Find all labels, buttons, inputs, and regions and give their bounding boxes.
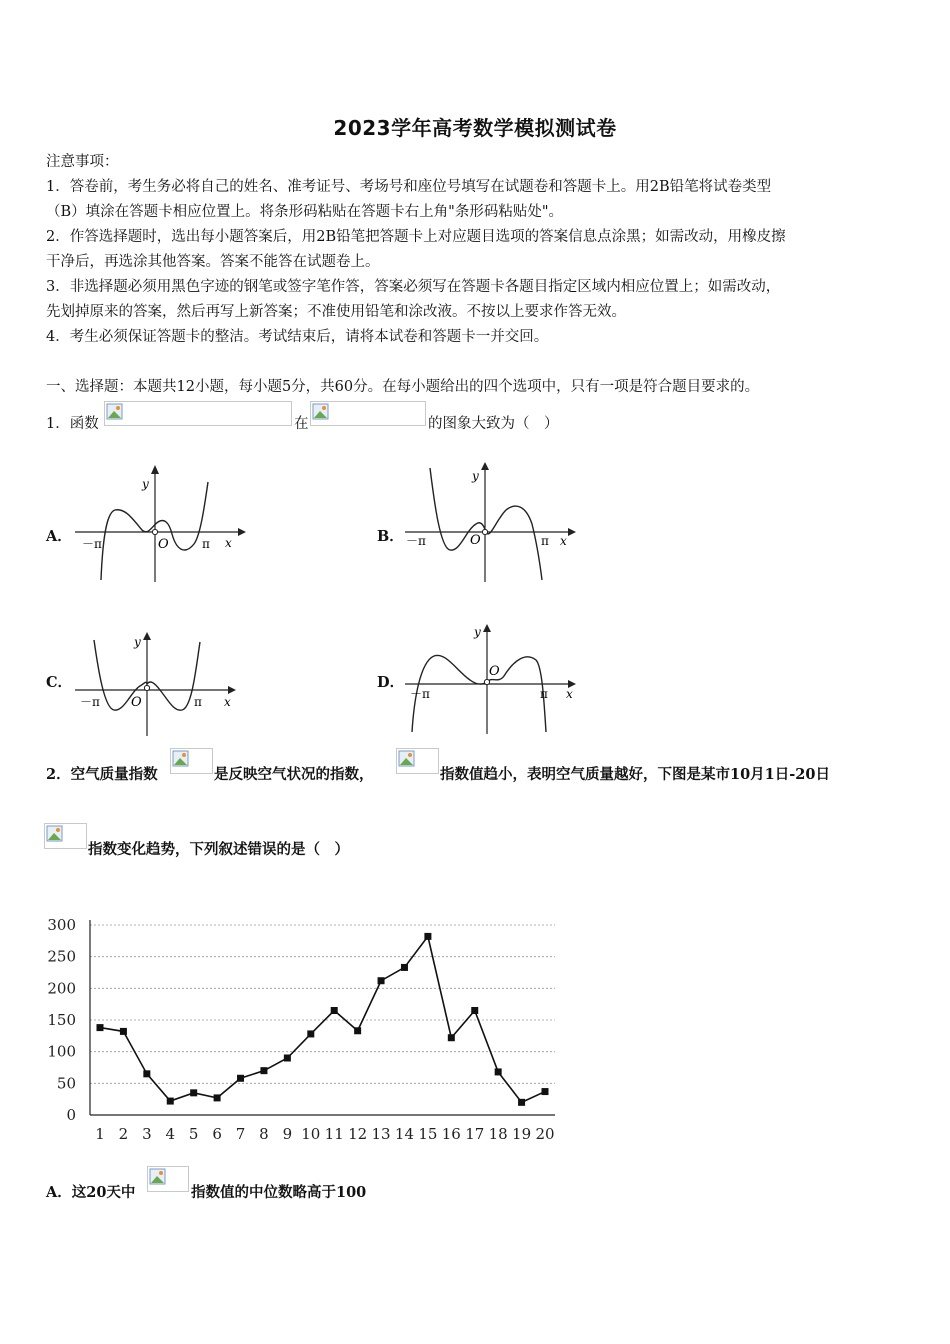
x-axis-label: x	[566, 687, 573, 701]
data-point	[518, 1099, 525, 1106]
data-point	[97, 1024, 104, 1031]
data-point	[190, 1089, 197, 1096]
notice-line: 先划掉原来的答案，然后再写上新答案；不准使用铅笔和涂改液。不按以上要求作答无效。	[46, 304, 626, 320]
notice-line: 4．考生必须保证答题卡的整洁。考试结束后，请将本试卷和答题卡一并交回。	[46, 329, 549, 345]
broken-image-icon	[310, 401, 426, 426]
y-tick-label: 300	[47, 916, 76, 934]
q2-suffix: 指数值趋小，表明空气质量越好，下图是某市10月1日-20日	[440, 766, 830, 783]
x-axis-label: x	[225, 536, 232, 550]
aqi-line-chart	[40, 910, 570, 1145]
pi-label: π	[194, 695, 202, 709]
notice-line: （B）填涂在答题卡相应位置上。将条形码粘贴在答题卡右上角"条形码粘贴处"。	[46, 204, 563, 220]
q2-option-a-prefix[interactable]: A．这20天中	[46, 1184, 136, 1201]
data-point	[260, 1067, 267, 1074]
origin-label: O	[489, 664, 500, 679]
data-point	[401, 964, 408, 971]
x-tick-label: 7	[235, 1125, 246, 1143]
q2-line2: 指数变化趋势，下列叙述错误的是（ ）	[88, 841, 349, 858]
pi-label: π	[540, 687, 548, 701]
y-axis-label: y	[474, 625, 481, 639]
y-tick-label: 150	[47, 1011, 76, 1029]
data-point	[284, 1055, 291, 1062]
x-tick-label: 1	[95, 1125, 105, 1143]
q1-option-d[interactable]: D．	[377, 674, 405, 691]
notice-line: 干净后，再选涂其他答案。答案不能答在试题卷上。	[46, 254, 380, 270]
notice-heading: 注意事项：	[46, 154, 119, 170]
x-tick-label: 6	[212, 1125, 222, 1143]
q2-mid: 是反映空气状况的指数，	[214, 766, 374, 783]
q1-option-c[interactable]: C．	[46, 674, 73, 691]
y-tick-label: 0	[66, 1106, 76, 1124]
data-point	[120, 1028, 127, 1035]
q2-prefix: 2．空气质量指数	[46, 766, 158, 783]
broken-image-icon	[396, 748, 439, 774]
broken-image-icon	[170, 748, 213, 774]
x-tick-label: 9	[282, 1125, 293, 1143]
q2-option-a-suffix: 指数值的中位数略高于100	[191, 1184, 367, 1201]
graph-option-c	[70, 628, 250, 740]
graph-option-a	[70, 460, 250, 585]
q1-suffix: 的图象大致为（ ）	[428, 416, 559, 432]
y-tick-label: 250	[47, 947, 76, 966]
x-axis-label: x	[224, 695, 231, 709]
neg-pi-label: －π	[80, 695, 100, 709]
notice-line: 2．作答选择题时，选出每小题答案后，用2B铅笔把答题卡上对应题目选项的答案信息点涂黑；如需改动，用橡皮擦	[46, 229, 786, 245]
data-point	[542, 1088, 549, 1095]
q1-option-b[interactable]: B．	[377, 528, 404, 545]
neg-pi-label: －π	[82, 537, 102, 551]
x-tick-label: 4	[165, 1125, 176, 1143]
broken-image-icon	[104, 401, 292, 426]
x-tick-label: 3	[142, 1125, 152, 1143]
x-tick-label: 20	[535, 1125, 555, 1143]
x-tick-label: 14	[394, 1125, 415, 1143]
y-tick-label: 50	[56, 1074, 76, 1093]
y-axis-label: y	[142, 477, 149, 491]
series-line	[100, 936, 545, 1102]
data-point	[354, 1027, 361, 1034]
data-point	[143, 1070, 150, 1077]
x-tick-label: 2	[118, 1125, 129, 1143]
y-tick-label: 200	[47, 979, 76, 998]
q1-mid: 在	[294, 416, 309, 432]
origin-label: O	[158, 537, 169, 552]
neg-pi-label: －π	[406, 534, 426, 548]
data-point	[331, 1007, 338, 1014]
y-axis-label: y	[472, 469, 479, 483]
neg-pi-label: －π	[410, 687, 430, 701]
x-tick-label: 10	[301, 1125, 321, 1143]
graph-option-d	[400, 620, 585, 738]
x-tick-label: 17	[465, 1125, 485, 1143]
data-point	[307, 1030, 314, 1037]
x-axis-label: x	[560, 534, 567, 548]
notice-line: 1．答卷前，考生务必将自己的姓名、准考证号、考场号和座位号填写在试题卷和答题卡上。用2B铅笔将试卷类型	[46, 179, 772, 195]
data-point	[378, 977, 385, 984]
data-point	[448, 1034, 455, 1041]
x-tick-label: 12	[348, 1125, 368, 1143]
data-point	[167, 1098, 174, 1105]
page-title: 2023学年高考数学模拟测试卷	[333, 116, 617, 140]
graph-option-b	[400, 460, 580, 585]
broken-image-icon	[44, 823, 87, 849]
q1-prefix: 1．函数	[46, 416, 99, 432]
q1-option-a[interactable]: A．	[46, 528, 72, 545]
x-tick-label: 15	[418, 1125, 438, 1143]
x-tick-label: 11	[324, 1125, 344, 1143]
pi-label: π	[202, 537, 210, 551]
x-tick-label: 18	[488, 1125, 508, 1143]
x-tick-label: 5	[188, 1125, 199, 1143]
data-point	[471, 1007, 478, 1014]
data-point	[495, 1068, 502, 1075]
origin-label: O	[131, 695, 142, 710]
broken-image-icon	[147, 1166, 189, 1192]
data-point	[237, 1075, 244, 1082]
notice-line: 3．非选择题必须用黑色字迹的钢笔或签字笔作答，答案必须写在答题卡各题目指定区域内相应位置上；如需改动，	[46, 279, 781, 295]
data-point	[424, 933, 431, 940]
x-tick-label: 16	[441, 1125, 461, 1143]
y-tick-label: 100	[47, 1042, 76, 1061]
x-tick-label: 19	[512, 1125, 532, 1143]
x-tick-label: 13	[371, 1125, 391, 1143]
data-point	[214, 1094, 221, 1101]
section-heading: 一、选择题：本题共12小题，每小题5分，共60分。在每小题给出的四个选项中，只有一项是符合题目要求的。	[46, 379, 760, 395]
y-axis-label: y	[134, 635, 141, 649]
origin-label: O	[470, 533, 481, 548]
pi-label: π	[541, 534, 549, 548]
x-tick-label: 8	[259, 1125, 269, 1143]
